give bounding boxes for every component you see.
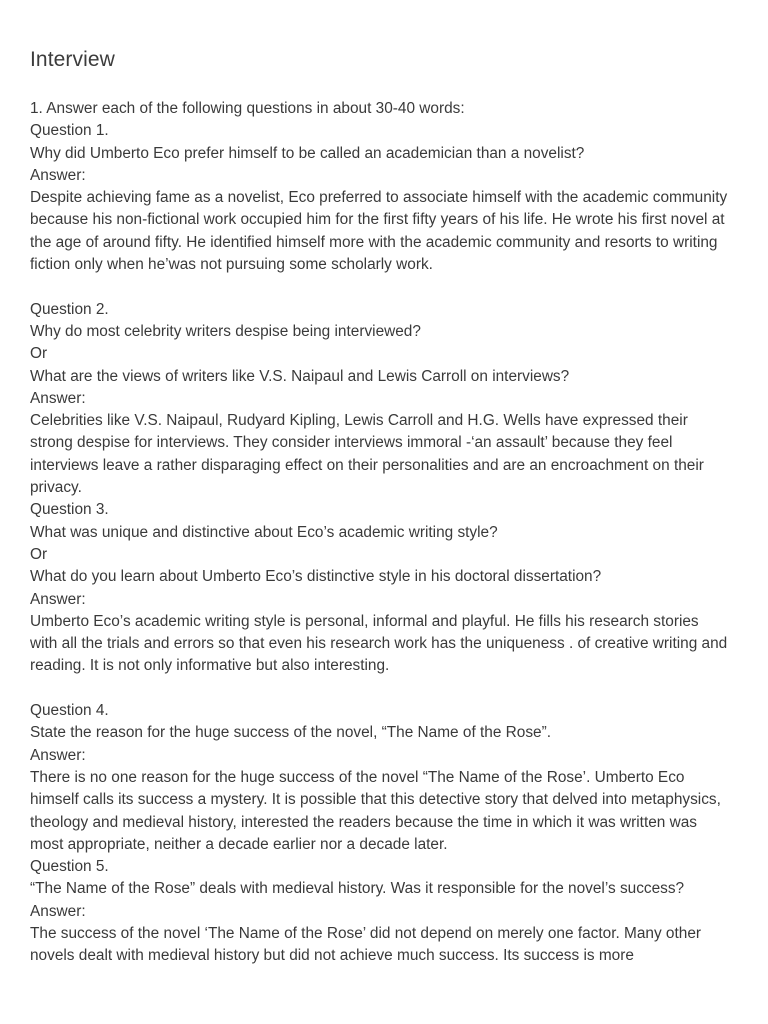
question-5-heading: Question 5. (30, 858, 109, 876)
answer-5-label: Answer: (30, 902, 86, 920)
answer-5-text: The success of the novel ‘The Name of the Rose’ did not depend on merely one factor. Many other novels dealt with medieval history but did not achieve much success. Its success is more (30, 924, 702, 965)
question-2-heading: Question 2. (30, 300, 109, 318)
instruction-line: 1. Answer each of the following questions in about 30-40 words: (30, 100, 465, 117)
answer-3-label: Answer: (30, 590, 86, 608)
question-4-heading: Question 4. (30, 702, 109, 720)
answer-2-text: Celebrities like V.S. Naipaul, Rudyard Kipling, Lewis Carroll and H.G. Wells have expressed their strong despise for interviews. They consider interviews immoral -‘an assault’ because they feel interviews leave a rather disparaging effect on their personalities and are an encroachment on their privacy. (30, 412, 704, 497)
question-2-alt-text: What are the views of writers like V.S. Naipaul and Lewis Carroll on interviews? (30, 367, 570, 385)
answer-1-text: Despite achieving fame as a novelist, Eco preferred to associate himself with the academic community because his non-fictional work occupied him for the first fifty years of his life. He wrote his first novel at the age of around fifty. He identified himself more with the academic community and resorts to writing fiction only when he’was not pursuing some scholarly work. (30, 189, 728, 274)
answer-2-label: Answer: (30, 389, 86, 407)
answer-4-text: There is no one reason for the huge success of the novel “The Name of the Rose’. Umberto Eco himself calls its success a mystery. It is possible that this detective story that delved into metaphysics, theology and medieval history, interested the readers because the time in which it was written was most appropriate, neither a decade earlier nor a decade later. (30, 768, 721, 853)
question-2-or: Or (30, 345, 48, 363)
answer-4-label: Answer: (30, 746, 86, 764)
question-5-text: “The Name of the Rose” deals with medieval history. Was it responsible for the novel’s success? (30, 880, 685, 898)
answer-1-label: Answer: (30, 166, 86, 184)
question-3-alt-text: What do you learn about Umberto Eco’s distinctive style in his doctoral dissertation? (30, 568, 602, 586)
document-body (30, 98, 730, 968)
question-2-text: Why do most celebrity writers despise being interviewed? (30, 322, 421, 340)
question-1-heading: Question 1. (30, 122, 109, 140)
paragraph-spacer (30, 276, 730, 298)
answer-3-text: Umberto Eco’s academic writing style is personal, informal and playful. He fills his research stories with all the trials and errors so that even his research work has the uniqueness . of creative writing and reading. It is not only informative but also interesting. (30, 612, 728, 675)
page-title: Interview (30, 48, 115, 71)
question-1-text: Why did Umberto Eco prefer himself to be called an academician than a novelist? (30, 144, 585, 162)
question-3-or: Or (30, 545, 48, 563)
question-3-heading: Question 3. (30, 501, 109, 519)
question-4-text: State the reason for the huge success of the novel, “The Name of the Rose”. (30, 724, 552, 742)
paragraph-spacer (30, 678, 730, 700)
question-3-text: What was unique and distinctive about Eco’s academic writing style? (30, 523, 498, 541)
